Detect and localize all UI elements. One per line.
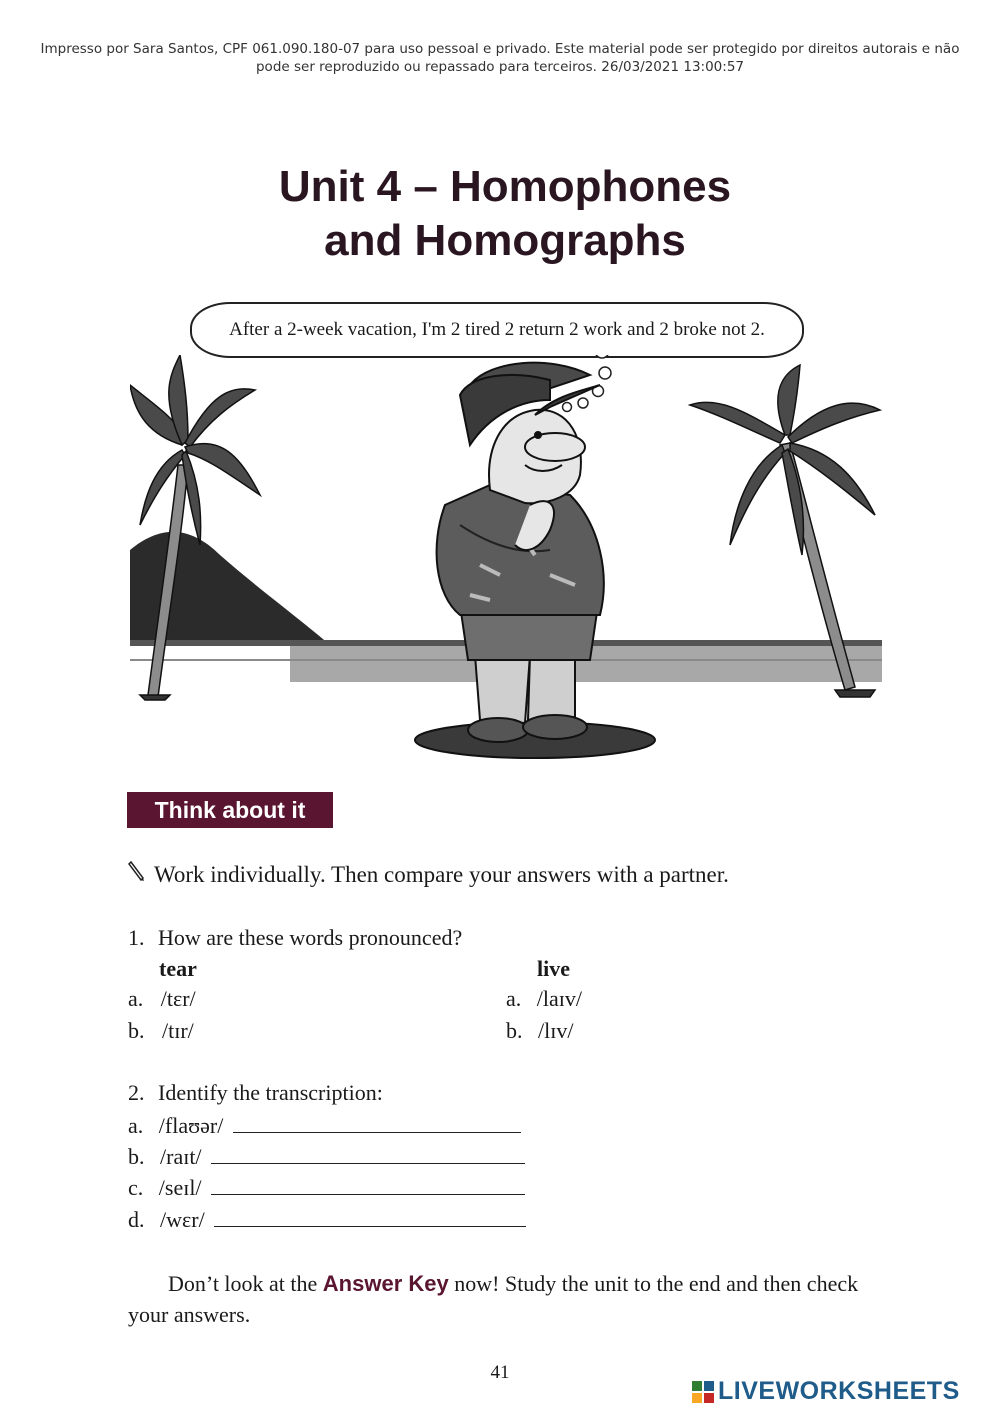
copyright-notice-line1: Impresso por Sara Santos, CPF 061.090.180-07 para uso pessoal e privado. Este material pode ser protegido por direitos autorais e não: [40, 41, 960, 57]
answer-blank-c[interactable]: [211, 1174, 525, 1195]
answer-key-note: [128, 1268, 888, 1330]
note-after: now! Study the unit to the end and then check your answers.: [128, 1271, 859, 1327]
option-value: /tɛr/: [160, 986, 196, 1011]
option-live-a: [506, 986, 582, 1012]
word-tear: tear: [159, 956, 197, 981]
option-tear-a: [128, 986, 196, 1012]
instruction-text: Work individually. Then compare your answers with a partner.: [154, 862, 729, 887]
question-2: [128, 1080, 383, 1106]
instruction: [128, 860, 729, 888]
transcription-item-b: [128, 1143, 525, 1170]
copyright-notice-line2: pode ser reproduzido ou repassado para terceiros. 26/03/2021 13:00:57: [255, 59, 745, 75]
question-2-text: Identify the transcription:: [158, 1080, 383, 1105]
item-letter: b.: [128, 1144, 145, 1169]
speech-bubble: [190, 302, 804, 358]
copyright-notice: [20, 40, 980, 76]
item-value: /seɪl/: [158, 1175, 202, 1200]
brand-text: LIVEWORKSHEETS: [718, 1377, 960, 1405]
item-value: /flaʊər/: [158, 1113, 224, 1138]
liveworksheets-logo: [692, 1377, 960, 1406]
option-value: /tɪr/: [162, 1018, 194, 1043]
question-1: [128, 925, 462, 951]
answer-blank-b[interactable]: [211, 1143, 525, 1164]
item-value: /wɛr/: [160, 1207, 205, 1232]
option-letter: b.: [506, 1018, 523, 1043]
option-live-b: [506, 1018, 573, 1044]
transcription-item-a: [128, 1112, 521, 1139]
item-letter: a.: [128, 1113, 144, 1138]
option-letter: a.: [128, 986, 144, 1011]
unit-title-line1: Unit 4 – Homophones: [278, 162, 732, 211]
question-1-text: How are these words pronounced?: [158, 925, 463, 950]
word-live: live: [537, 956, 570, 981]
option-letter: b.: [128, 1018, 145, 1043]
transcription-item-c: [128, 1174, 525, 1201]
pencil-icon: [128, 860, 146, 882]
unit-title-line2: and Homographs: [324, 216, 686, 265]
thinking-man: [415, 363, 655, 758]
question-2-number: 2.: [128, 1080, 145, 1105]
option-tear-b: [128, 1018, 194, 1044]
note-before: Don’t look at the: [168, 1271, 323, 1296]
item-letter: c.: [128, 1175, 144, 1200]
item-value: /raɪt/: [160, 1144, 202, 1169]
option-value: /laɪv/: [536, 986, 582, 1011]
left-palm-tree: [130, 355, 260, 700]
liveworksheets-icon: [692, 1381, 714, 1403]
unit-title: [230, 160, 780, 268]
speech-bubble-text: After a 2-week vacation, I'm 2 tired 2 return 2 work and 2 broke not 2.: [229, 319, 765, 340]
answer-key-label: Answer Key: [322, 1271, 449, 1296]
answer-blank-d[interactable]: [214, 1206, 526, 1227]
section-label: Think about it: [127, 792, 333, 828]
page-number: 41: [490, 1362, 510, 1383]
option-letter: a.: [506, 986, 522, 1011]
question-1-number: 1.: [128, 925, 145, 950]
answer-blank-a[interactable]: [233, 1112, 521, 1133]
option-value: /lɪv/: [538, 1018, 574, 1043]
item-letter: d.: [128, 1207, 145, 1232]
beach-illustration: [130, 355, 882, 765]
transcription-item-d: [128, 1206, 526, 1233]
